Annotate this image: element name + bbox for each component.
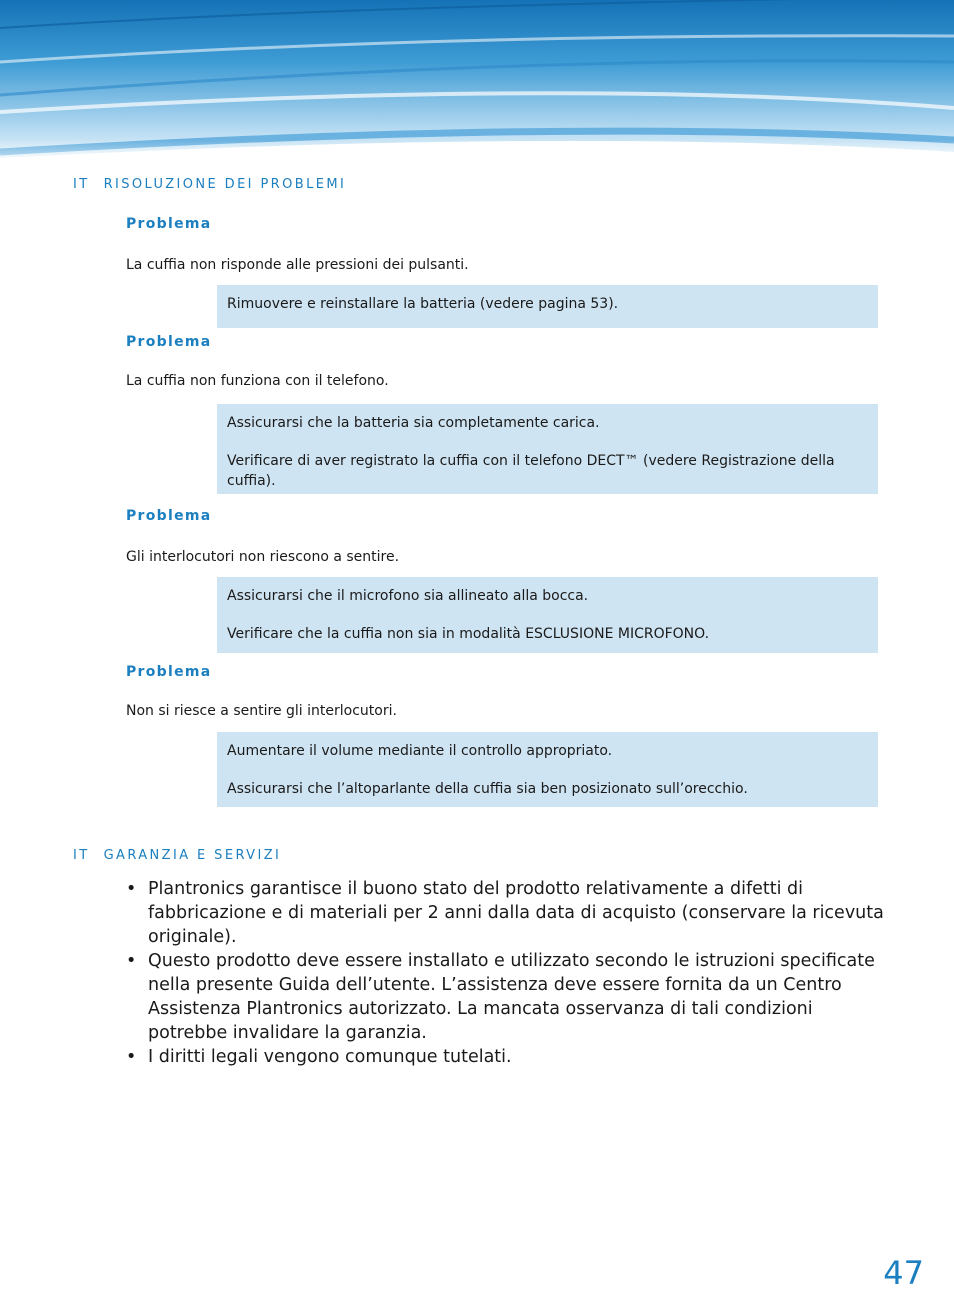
warranty-bullet-1-text: Plantronics garantisce il buono stato del prodotto relativamente a difetti di fabbricazione e di materiali per 2 anni dalla data di acquisto (conservare la ricevuta originale). [148,879,884,947]
problem-1-description: La cuffia non risponde alle pressioni dei pulsanti. [126,257,469,273]
warranty-bullet-3 [126,1045,886,1069]
problem-3-description: Gli interlocutori non riescono a sentire. [126,549,400,565]
page-number: 47 [883,1254,924,1292]
warranty-bullet-2 [126,949,886,1045]
bullet-dot: • [126,879,137,899]
troubleshooting-lang-code: IT [73,177,90,192]
problem-4-solution-box [217,732,878,807]
warranty-bullet-1 [126,877,886,949]
problem-4-description: Non si riesce a sentire gli interlocutori. [126,703,397,719]
bullet-dot: • [126,1047,137,1067]
problem-3-solution-2: Verificare che la cuffia non sia in modalità ESCLUSIONE MICROFONO. [227,626,710,642]
problem-2-label: Problema [126,334,212,350]
troubleshooting-section-title [73,177,346,192]
problem-1-solution-1: Rimuovere e reinstallare la batteria (vedere pagina 53). [227,296,619,312]
problem-1-label: Problema [126,216,212,232]
problem-2-solution-1: Assicurarsi che la batteria sia completamente carica. [227,415,600,431]
problem-2-solution-2: Verificare di aver registrato la cuffia con il telefono DECT™ (vedere Registrazione della cuffia). [227,453,835,489]
warranty-bullet-2-text: Questo prodotto deve essere installato e utilizzato secondo le istruzioni specificate nella presente Guida dell’utente. L’assistenza deve essere fornita da un Centro Assistenza Plantronics autorizzato. La mancata osservanza di tali condizioni potrebbe invalidare la garanzia. [148,951,875,1043]
troubleshooting-title-text: RISOLUZIONE DEI PROBLEMI [103,177,347,192]
problem-3-label: Problema [126,508,212,524]
problem-3-solution-box [217,577,878,653]
problem-4-label: Problema [126,664,212,680]
problem-4-solution-1: Aumentare il volume mediante il controllo appropriato. [227,743,613,759]
warranty-title-text: GARANZIA E SERVIZI [103,848,282,863]
problem-1-solution-box [217,285,878,328]
problem-2-solution-box [217,404,878,494]
bullet-dot: • [126,951,137,971]
warranty-section-title [73,848,281,863]
warranty-lang-code: IT [73,848,90,863]
problem-2-description: La cuffia non funziona con il telefono. [126,373,389,389]
warranty-bullet-3-text: I diritti legali vengono comunque tutelati. [148,1047,512,1067]
problem-4-solution-2: Assicurarsi che l’altoparlante della cuffia sia ben posizionato sull’orecchio. [227,781,748,797]
problem-3-solution-1: Assicurarsi che il microfono sia allineato alla bocca. [227,588,589,604]
header-wave-banner [0,0,954,175]
warranty-bullet-list [126,877,886,1069]
